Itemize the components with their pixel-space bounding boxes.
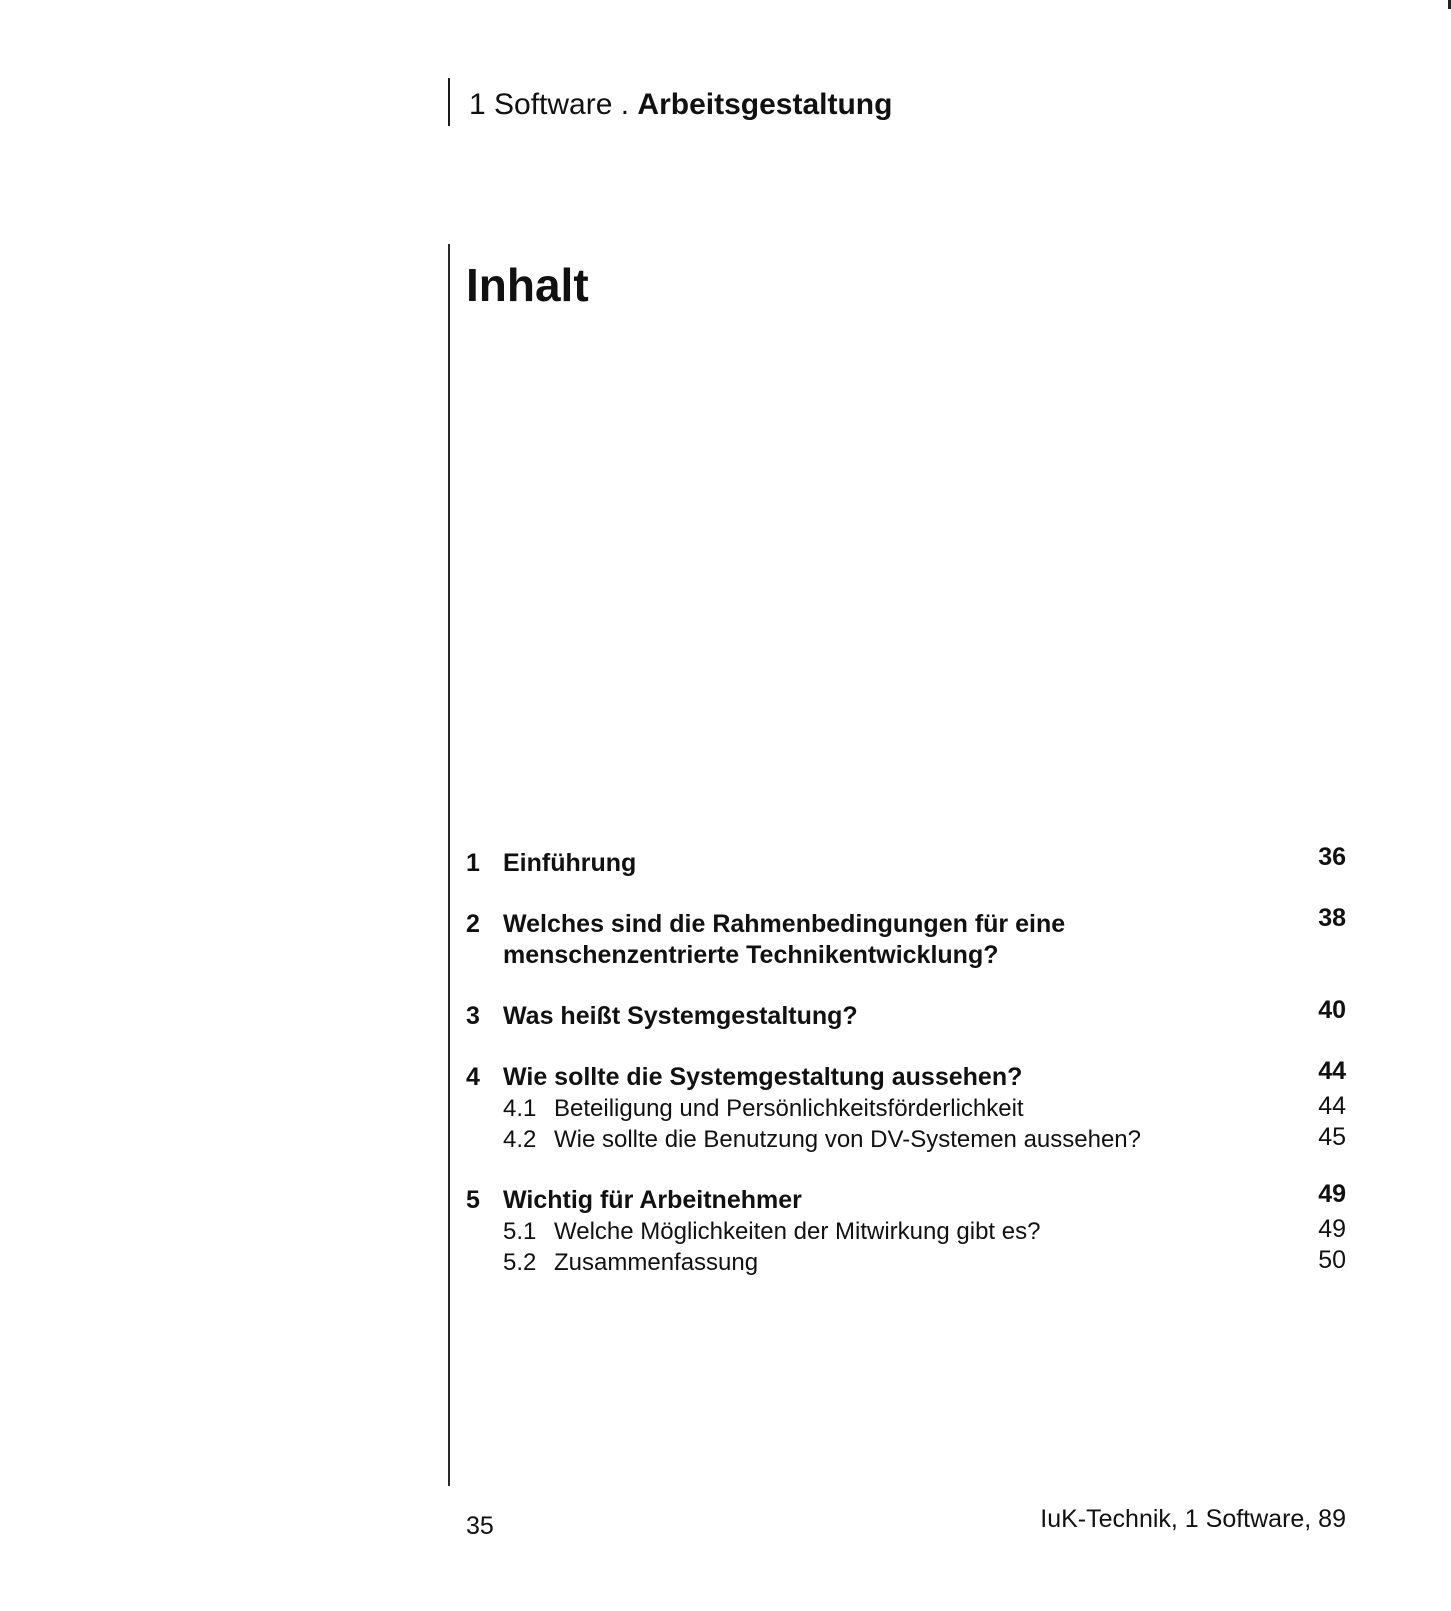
toc-subsection-title: Welche Möglichkeiten der Mitwirkung gibt es?: [554, 1218, 1041, 1245]
toc-subsection-title: Beteiligung und Persönlichkeitsförderlichkeit: [554, 1095, 1024, 1122]
toc-subsection-number: 4.1: [503, 1095, 537, 1122]
toc-subsection-page: 49: [1318, 1215, 1346, 1243]
toc-chapter-number: 5: [466, 1186, 480, 1214]
toc-chapter-title: Wichtig für Arbeitnehmer: [503, 1186, 802, 1214]
toc-subsection-line: [466, 1093, 1346, 1124]
toc-chapter-line: [466, 996, 1346, 1032]
toc-chapter-line: [466, 843, 1346, 879]
footer-source: IuK-Technik, 1 Software, 89: [1040, 1505, 1346, 1533]
toc-subsection-number: 4.2: [503, 1126, 537, 1153]
toc-chapter-page: 49: [1318, 1180, 1346, 1208]
page-number: 35: [466, 1512, 494, 1540]
toc-entry: [466, 996, 1346, 1032]
toc-entry: [466, 843, 1346, 879]
margin-rule: [448, 244, 450, 1486]
toc-chapter-line: [466, 904, 1346, 971]
toc-chapter-number: 4: [466, 1063, 480, 1091]
toc-subsection-title: Zusammenfassung: [554, 1249, 759, 1276]
header-prefix: 1 Software .: [469, 88, 630, 121]
toc-subsection-line: [466, 1216, 1346, 1247]
toc-chapter-page: 36: [1318, 843, 1346, 871]
toc-chapter-title: Was heißt Systemgestaltung?: [503, 1002, 858, 1030]
header-rule: [448, 78, 450, 126]
toc-chapter-number: 3: [466, 1002, 480, 1030]
toc-subsection-number: 5.1: [503, 1218, 537, 1245]
toc-entry: [466, 1057, 1346, 1155]
toc-chapter-line: [466, 1057, 1346, 1093]
page-title: Inhalt: [466, 259, 589, 311]
table-of-contents: [466, 843, 1346, 1308]
toc-subsection-title: Wie sollte die Benutzung von DV-Systemen aussehen?: [554, 1126, 1142, 1153]
toc-entry: [466, 904, 1346, 971]
running-header: [469, 88, 892, 122]
toc-chapter-page: 40: [1318, 996, 1346, 1024]
toc-chapter-title: Einführung: [503, 849, 637, 877]
toc-entry: [466, 1180, 1346, 1278]
toc-subsection-number: 5.2: [503, 1249, 537, 1276]
toc-chapter-page: 38: [1318, 904, 1346, 932]
toc-subsection-line: [466, 1124, 1346, 1155]
toc-chapter-line: [466, 1180, 1346, 1216]
toc-subsection-line: [466, 1247, 1346, 1278]
toc-subsection-page: 45: [1318, 1123, 1346, 1151]
toc-subsection-page: 50: [1318, 1246, 1346, 1274]
toc-chapter-number: 2: [466, 910, 480, 938]
toc-subsection-page: 44: [1318, 1092, 1346, 1120]
header-section-title: Arbeitsgestaltung: [637, 88, 893, 121]
toc-chapter-title: Wie sollte die Systemgestaltung aussehen?: [503, 1063, 1023, 1091]
toc-chapter-page: 44: [1318, 1057, 1346, 1085]
toc-chapter-number: 1: [466, 849, 480, 877]
toc-chapter-title: Welches sind die Rahmenbedingungen für eine menschenzentrierte Technikentwicklung?: [503, 910, 1066, 969]
